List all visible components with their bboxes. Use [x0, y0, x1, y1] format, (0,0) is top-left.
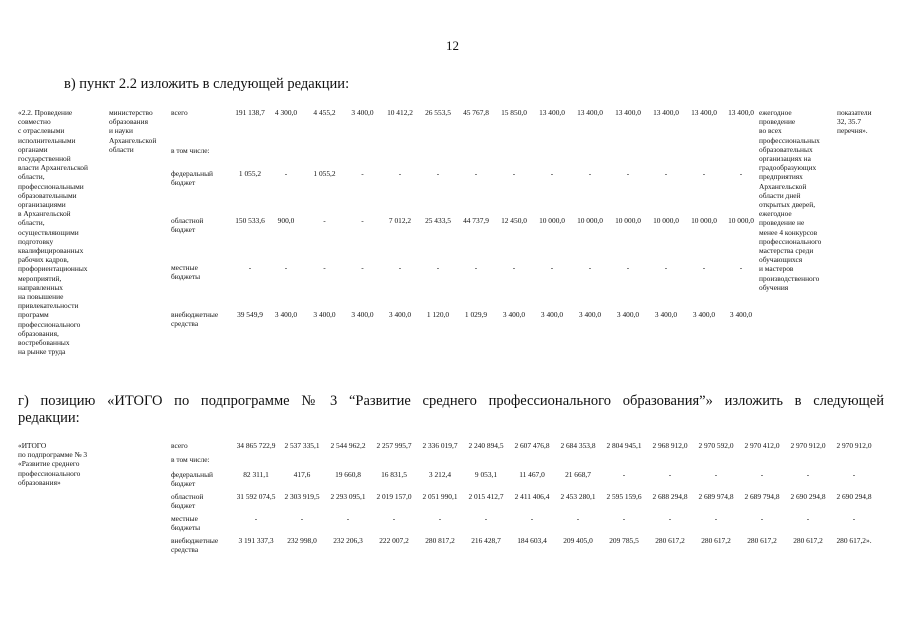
result-cell: ежегодное проведение во всех профессиональных образовательных организациях на градообразующих предприятиях Архангельской области дней открытых дверей, ежегодное проведение не менее 4 конкурсов профессионального мастерства среди обучающихся и мастеров производственного обучения: [759, 108, 822, 292]
value-cell: [419, 146, 457, 169]
value-cell: 2 970 412,0: [744, 441, 780, 450]
value-cell: [685, 146, 723, 169]
value-cell: 280 617,2: [655, 536, 685, 545]
value-cell: 3 400,0: [616, 309, 640, 319]
value-cell: 2 690 294,8: [836, 492, 872, 501]
value-cell: 12 450,0: [501, 215, 527, 225]
value-cell: -: [588, 262, 592, 272]
value-cell: -: [760, 470, 764, 479]
value-cell: 25 433,5: [425, 215, 451, 225]
value-cell: 7 012,2: [388, 215, 412, 225]
value-cell: 1 029,9: [464, 309, 488, 319]
value-cell: [723, 146, 759, 169]
funding-source-cell: местные бюджеты: [171, 262, 201, 281]
value-cell: [533, 146, 571, 169]
value-cell: -: [550, 262, 554, 272]
value-cell: [739, 455, 785, 470]
value-cell: [233, 146, 267, 169]
value-cell: 3 400,0: [502, 309, 526, 319]
value-cell: -: [622, 470, 626, 479]
value-cell: -: [323, 262, 326, 272]
funding-source-cell: федеральный бюджет: [171, 470, 213, 489]
value-cell: 3 400,0: [274, 309, 298, 319]
value-cell: 10 000,0: [653, 215, 679, 225]
value-cell: 280 617,2».: [836, 536, 872, 545]
value-cell: 1 120,0: [426, 309, 450, 319]
value-cell: 2 453 280,1: [560, 492, 596, 501]
page-number: 12: [446, 38, 459, 53]
value-cell: 31 592 074,5: [236, 492, 276, 501]
value-cell: [571, 146, 609, 169]
value-cell: -: [702, 262, 706, 272]
value-cell: [509, 455, 555, 470]
value-cell: 9 053,1: [474, 470, 498, 479]
value-cell: 19 660,8: [335, 470, 361, 479]
value-cell: -: [398, 262, 402, 272]
value-cell: 3 400,0: [729, 309, 753, 319]
value-cell: 10 000,0: [691, 215, 717, 225]
value-cell: 2 607 476,8: [514, 441, 550, 450]
value-cell: [831, 455, 877, 470]
value-cell: -: [852, 514, 856, 523]
activity-cell: «2.2. Проведение совместно с отраслевыми исполнительными органами государственной власти Архангельской области, профессиональными образовательными организациями в Архангельской области, осуществляющими подготовку квалифицированных рабочих кадров, профориентационных мероприятий, направленных на повышение привлекательности программ профессионального образования, востребованных на рынке труда: [18, 108, 88, 357]
value-cell: 15 850,0: [501, 108, 527, 117]
section-v-table: [18, 108, 877, 356]
value-cell: -: [739, 168, 743, 178]
value-cell: 191 138,7: [235, 108, 265, 117]
value-cell: 232 998,0: [287, 536, 317, 545]
value-cell: -: [398, 168, 402, 178]
value-cell: [463, 455, 509, 470]
funding-source-cell: местные бюджеты: [171, 514, 201, 533]
value-cell: 13 400,0: [577, 108, 603, 117]
value-cell: 280 617,2: [701, 536, 731, 545]
value-cell: [609, 146, 647, 169]
indicators-cell: показатели 32, 35.7 перечня».: [837, 108, 872, 136]
value-cell: -: [626, 262, 630, 272]
value-cell: -: [550, 168, 554, 178]
value-cell: 2 336 019,7: [422, 441, 458, 450]
section-g-heading: г) позицию «ИТОГО по подпрограмме № 3 “Развитие среднего профессионального образования”» изложить в следующей редакции:: [18, 393, 884, 426]
value-cell: -: [664, 168, 668, 178]
funding-source-cell: областной бюджет: [171, 215, 204, 234]
value-cell: 4 300,0: [274, 108, 298, 117]
value-cell: [555, 455, 601, 470]
value-cell: -: [668, 514, 672, 523]
value-cell: 3 400,0: [388, 309, 412, 319]
value-cell: -: [361, 168, 364, 178]
value-cell: -: [254, 514, 258, 523]
value-cell: -: [346, 514, 350, 523]
value-cell: -: [474, 168, 478, 178]
value-cell: -: [806, 470, 810, 479]
value-cell: [381, 146, 419, 169]
section-v-heading: в) пункт 2.2 изложить в следующей редакции:: [64, 76, 350, 92]
value-cell: 2 970 912,0: [836, 441, 872, 450]
value-cell: [647, 455, 693, 470]
value-cell: [371, 455, 417, 470]
value-cell: 2 689 974,8: [698, 492, 734, 501]
funding-source-cell: всего: [171, 441, 188, 450]
value-cell: 10 000,0: [728, 215, 754, 225]
executor-cell: министерство образования и науки Архангельской области: [109, 108, 157, 154]
value-cell: 184 603,4: [517, 536, 547, 545]
value-cell: 39 549,9: [237, 309, 263, 319]
value-cell: 10 000,0: [577, 215, 603, 225]
value-cell: 3 212,4: [428, 470, 452, 479]
value-cell: 2 537 335,1: [284, 441, 320, 450]
funding-source-cell: в том числе:: [171, 146, 210, 156]
value-cell: 232 206,3: [333, 536, 363, 545]
value-cell: -: [626, 168, 630, 178]
total-label-cell: «ИТОГО по подпрограмме № 3 «Развитие среднего профессионального образования»: [18, 441, 88, 487]
value-cell: 2 303 919,5: [284, 492, 320, 501]
value-cell: [267, 146, 305, 169]
value-cell: -: [474, 262, 478, 272]
value-cell: 13 400,0: [615, 108, 641, 117]
value-cell: 2 595 159,6: [606, 492, 642, 501]
value-cell: 2 293 095,1: [330, 492, 366, 501]
value-cell: 4 455,2: [313, 108, 336, 117]
value-cell: -: [806, 514, 810, 523]
value-cell: -: [622, 514, 626, 523]
value-cell: -: [484, 514, 488, 523]
section-g-table: [18, 441, 877, 558]
value-cell: -: [588, 168, 592, 178]
value-cell: -: [248, 262, 252, 272]
table-row: [18, 441, 877, 455]
value-cell: -: [392, 514, 396, 523]
value-cell: 1 055,2: [238, 168, 262, 178]
value-cell: -: [284, 168, 288, 178]
value-cell: 2 015 412,7: [468, 492, 504, 501]
value-cell: -: [714, 514, 718, 523]
value-cell: -: [361, 262, 364, 272]
value-cell: 209 405,0: [563, 536, 593, 545]
funding-source-cell: внебюджетные средства: [171, 536, 219, 555]
value-cell: 2 804 945,1: [606, 441, 642, 450]
value-cell: [693, 455, 739, 470]
value-cell: -: [714, 470, 718, 479]
value-cell: 2 970 912,0: [790, 441, 826, 450]
value-cell: [279, 455, 325, 470]
value-cell: 3 400,0: [313, 309, 336, 319]
value-cell: -: [323, 215, 326, 225]
funding-source-cell: всего: [171, 108, 188, 117]
value-cell: 150 533,6: [235, 215, 265, 225]
value-cell: -: [576, 514, 580, 523]
value-cell: -: [852, 470, 856, 479]
funding-source-cell: в том числе:: [171, 455, 210, 464]
table-row: [18, 108, 877, 146]
value-cell: 2 688 294,8: [652, 492, 688, 501]
value-cell: 3 400,0: [540, 309, 564, 319]
value-cell: [457, 146, 495, 169]
value-cell: 1 055,2: [313, 168, 336, 178]
funding-source-cell: федеральный бюджет: [171, 168, 213, 187]
value-cell: 2 257 995,7: [376, 441, 412, 450]
value-cell: 280 617,2: [793, 536, 823, 545]
value-cell: 280 817,2: [425, 536, 455, 545]
value-cell: 11 467,0: [519, 470, 545, 479]
value-cell: [647, 146, 685, 169]
value-cell: 34 865 722,9: [236, 441, 276, 450]
value-cell: [233, 455, 279, 470]
value-cell: 900,0: [277, 215, 295, 225]
value-cell: 216 428,7: [471, 536, 501, 545]
value-cell: 13 400,0: [691, 108, 717, 117]
value-cell: -: [664, 262, 668, 272]
value-cell: 222 007,2: [379, 536, 409, 545]
value-cell: 3 400,0: [578, 309, 602, 319]
value-cell: 10 412,2: [387, 108, 413, 117]
value-cell: 13 400,0: [539, 108, 565, 117]
value-cell: -: [739, 262, 743, 272]
value-cell: 3 400,0: [351, 108, 374, 117]
value-cell: 2 051 990,1: [422, 492, 458, 501]
value-cell: 2 411 406,4: [514, 492, 550, 501]
value-cell: 21 668,7: [565, 470, 591, 479]
value-cell: -: [436, 168, 440, 178]
value-cell: 3 400,0: [654, 309, 678, 319]
value-cell: [495, 146, 533, 169]
value-cell: -: [361, 215, 364, 225]
value-cell: 3 400,0: [692, 309, 716, 319]
value-cell: 2 544 962,2: [330, 441, 366, 450]
value-cell: 44 737,9: [463, 215, 489, 225]
value-cell: [325, 455, 371, 470]
value-cell: 10 000,0: [615, 215, 641, 225]
value-cell: -: [760, 514, 764, 523]
value-cell: -: [300, 514, 304, 523]
value-cell: 2 690 294,8: [790, 492, 826, 501]
value-cell: 2 689 794,8: [744, 492, 780, 501]
value-cell: 26 553,5: [425, 108, 451, 117]
value-cell: 16 831,5: [381, 470, 407, 479]
value-cell: 417,6: [293, 470, 311, 479]
value-cell: -: [438, 514, 442, 523]
value-cell: 3 400,0: [351, 309, 374, 319]
value-cell: [344, 146, 381, 169]
funding-source-cell: областной бюджет: [171, 492, 204, 511]
value-cell: -: [530, 514, 534, 523]
value-cell: 13 400,0: [653, 108, 679, 117]
value-cell: 2 019 157,0: [376, 492, 412, 501]
value-cell: 10 000,0: [539, 215, 565, 225]
value-cell: 280 617,2: [747, 536, 777, 545]
value-cell: 2 970 592,0: [698, 441, 734, 450]
value-cell: 45 767,8: [463, 108, 489, 117]
value-cell: [601, 455, 647, 470]
value-cell: 2 240 894,5: [468, 441, 504, 450]
value-cell: [785, 455, 831, 470]
value-cell: -: [512, 168, 516, 178]
value-cell: -: [702, 168, 706, 178]
value-cell: 2 968 912,0: [652, 441, 688, 450]
value-cell: 3 191 337,3: [238, 536, 274, 545]
value-cell: [417, 455, 463, 470]
value-cell: -: [436, 262, 440, 272]
value-cell: -: [284, 262, 288, 272]
value-cell: [305, 146, 344, 169]
funding-source-cell: внебюджетные средства: [171, 309, 219, 328]
value-cell: -: [512, 262, 516, 272]
value-cell: 209 785,5: [609, 536, 639, 545]
value-cell: 13 400,0: [728, 108, 754, 117]
value-cell: 82 311,1: [243, 470, 269, 479]
value-cell: 2 684 353,8: [560, 441, 596, 450]
value-cell: -: [668, 470, 672, 479]
